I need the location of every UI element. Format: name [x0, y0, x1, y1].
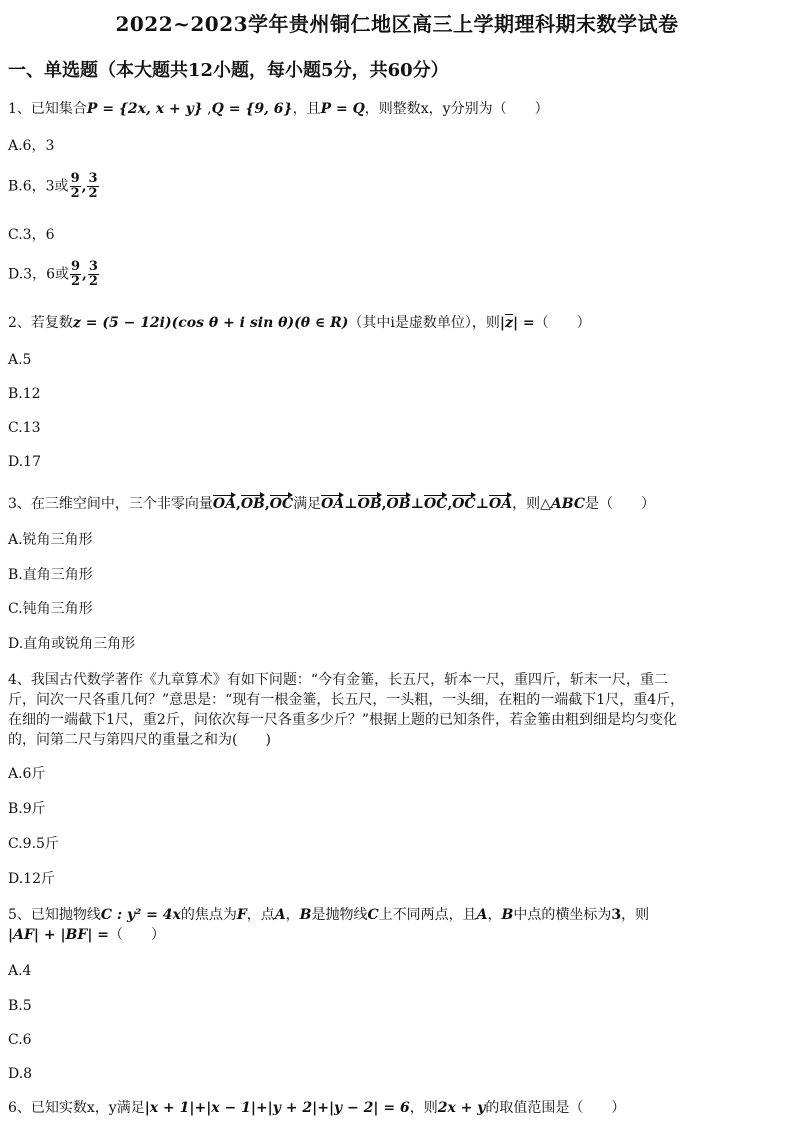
q5-point-a: A: [274, 907, 286, 923]
fraction-numerator: 3: [88, 259, 98, 274]
q2-option-d: D.17: [8, 454, 41, 470]
vector-oc: OC: [269, 496, 294, 512]
fraction-denominator: 2: [88, 186, 98, 201]
q2-math-conj-z: $\overline{z}$: [505, 315, 513, 331]
q3-prefix: 3、在三维空间中，三个非零向量: [8, 496, 213, 512]
q1-math-set-q: Q = {9, 6}: [211, 101, 293, 117]
q4-option-d: D.12斤: [8, 871, 55, 887]
perp-symbol: ⊥: [344, 496, 358, 512]
q3-option-d: D.直角或锐角三角形: [8, 636, 136, 652]
q5-text: ，: [487, 907, 502, 923]
q1-math-eq: P = Q: [320, 101, 365, 117]
q5-option-b: B.5: [8, 998, 32, 1014]
q4-option-b: B.9斤: [8, 801, 46, 817]
section-heading: 一、单选题（本大题共12小题，每小题5分，共60分）: [8, 60, 449, 81]
question-4-line-3: 在细的一端截下1尺，重2斤，问依次每一尺各重多少斤？”根据上题的已知条件，若金箠由粗到细是均匀变化: [8, 712, 677, 728]
q5-point-f: F: [236, 907, 247, 923]
vector-ob: OB: [386, 496, 411, 512]
fraction-numerator: 3: [88, 171, 98, 186]
q5-option-c: C.6: [8, 1032, 32, 1048]
q1-option-a: A.6，3: [8, 138, 55, 154]
question-5-line-1: [8, 905, 649, 925]
comma: ,: [235, 496, 241, 512]
q1-option-d-fraction-2: [88, 260, 99, 289]
q6-suffix: 的取值范围是（ ）: [485, 1100, 626, 1116]
q3-option-a: A.锐角三角形: [8, 532, 93, 548]
q2-option-b: B.12: [8, 386, 41, 402]
vector-ob: OB: [357, 496, 382, 512]
question-4-line-1: 4、我国古代数学著作《九章算术》有如下问题：“今有金箠，长五尺，斩本一尺，重四斤，斩末一尺，重二: [8, 672, 669, 688]
question-6: [8, 1098, 625, 1118]
q5-curve-c: C: [367, 907, 379, 923]
q5-point-a: A: [476, 907, 488, 923]
fraction-numerator: 9: [71, 259, 81, 274]
question-4-line-2: 斤，问次一尺各重几何？”意思是：“现有一根金箠，长五尺，一头粗，一头细，在粗的一端截下1尺，重4斤，: [8, 692, 685, 708]
q5-text: 上不同两点，且: [378, 907, 477, 923]
q5-option-a: A.4: [8, 963, 32, 979]
q6-prefix: 6、已知实数x，y满足: [8, 1100, 145, 1116]
q2-math-abs-close: | =: [512, 315, 535, 331]
q1-option-d-comma: ,: [82, 266, 87, 283]
q1-mid: ，且: [292, 101, 321, 117]
q2-mid: （其中i是虚数单位），则: [348, 315, 500, 331]
q4-option-a: A.6斤: [8, 766, 46, 782]
q3-option-c: C.钝角三角形: [8, 601, 93, 617]
q2-option-a: A.5: [8, 352, 32, 368]
q2-prefix: 2、若复数: [8, 315, 73, 331]
q5-prefix: 5、已知抛物线: [8, 907, 101, 923]
q1-option-d-fraction-1: [70, 260, 81, 289]
q1-option-d: [8, 260, 100, 289]
q5-point-b: B: [501, 907, 514, 923]
q3-mid: 满足: [293, 496, 322, 512]
question-3: [8, 494, 655, 514]
q5-math-parabola: C : y² = 4x: [100, 907, 181, 923]
q5-text: 中点的横坐标为: [513, 907, 612, 923]
fraction-denominator: 2: [88, 274, 98, 289]
question-2: [8, 313, 591, 333]
perp-symbol: ⊥: [475, 496, 490, 512]
q5-text: 的焦点为: [180, 907, 237, 923]
vector-oc: OC: [452, 496, 476, 512]
fraction-denominator: 2: [71, 274, 81, 289]
comma: ,: [264, 496, 270, 512]
question-4-line-4: 的，问第二尺与第四尺的重量之和为( ): [8, 732, 271, 748]
q1-option-b-fraction-2: [87, 172, 98, 201]
fraction-numerator: 9: [70, 171, 80, 186]
q6-mid: ，则: [409, 1100, 438, 1116]
q5-text: ，则: [621, 907, 650, 923]
q1-sep: ,: [202, 101, 212, 117]
q2-option-c: C.13: [8, 420, 41, 436]
vector-oa: OA: [321, 496, 345, 512]
vector-oa: OA: [489, 496, 513, 512]
q4-option-c: C.9.5斤: [8, 836, 59, 852]
q3-option-b: B.直角三角形: [8, 567, 93, 583]
q1-option-b: [8, 172, 100, 201]
q3-then: ，则△: [512, 496, 551, 512]
q5-text: 是抛物线: [311, 907, 368, 923]
q1-suffix: ，则整数x，y分别为（ ）: [364, 101, 549, 117]
vector-oc: OC: [424, 496, 448, 512]
question-1: [8, 99, 549, 119]
q1-math-set-p: P = {2x, x + y}: [86, 101, 203, 117]
q1-option-d-prefix: D.3，6或: [8, 266, 69, 283]
q1-option-b-fraction-1: [70, 172, 81, 201]
q6-math: |x + 1|+|x − 1|+|y + 2|+|y − 2| = 6: [144, 1100, 410, 1116]
perp-symbol: ⊥: [410, 496, 425, 512]
q1-option-b-comma: ,: [81, 178, 87, 195]
q5-number-3: 3: [611, 907, 622, 923]
vector-ob: OB: [240, 496, 265, 512]
q5-suffix: （ ）: [109, 927, 166, 943]
fraction-denominator: 2: [70, 186, 80, 201]
vector-oa: OA: [212, 496, 236, 512]
q2-math: z = (5 − 12i)(cos θ + i sin θ)(θ ∈ R): [72, 315, 349, 331]
q3-suffix: 是（ ）: [584, 496, 655, 512]
q5-point-b: B: [299, 907, 312, 923]
exam-title: 2022~2023学年贵州铜仁地区高三上学期理科期末数学试卷: [115, 12, 679, 36]
q1-option-c: C.3，6: [8, 227, 55, 243]
q2-suffix: （ ）: [534, 315, 591, 331]
q1-option-b-prefix: B.6，3或: [8, 178, 69, 195]
q5-math-sum: |AF| + |BF| =: [8, 927, 110, 943]
question-5-line-2: [8, 925, 165, 945]
comma: ,: [381, 496, 387, 512]
q3-triangle-abc: ABC: [550, 496, 585, 512]
q5-text: ，: [285, 907, 300, 923]
comma: ,: [447, 496, 453, 512]
q6-math-expr: 2x + y: [437, 1100, 486, 1116]
q5-text: ，点: [246, 907, 275, 923]
q1-prefix: 1、已知集合: [8, 101, 87, 117]
q2-math-abs-open: |: [499, 315, 505, 331]
q5-option-d: D.8: [8, 1066, 33, 1082]
